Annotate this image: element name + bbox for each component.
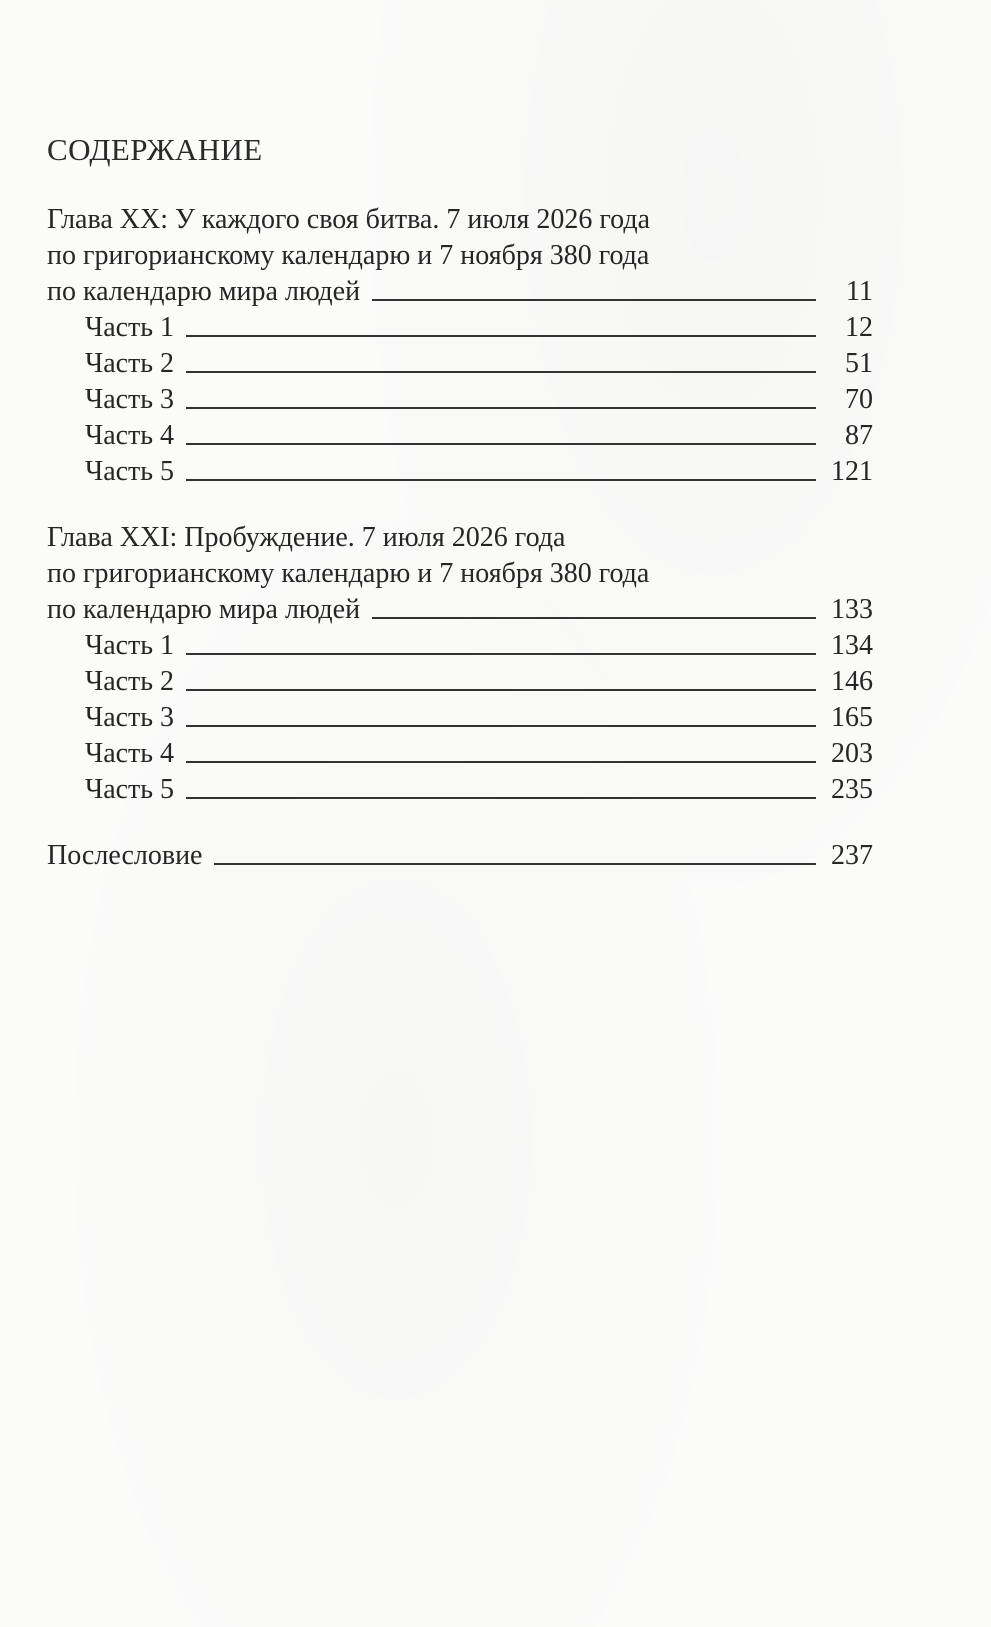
toc-heading: СОДЕРЖАНИЕ [47, 132, 263, 167]
dot-leader-line [372, 299, 816, 301]
part-label: Часть 4 [85, 420, 175, 451]
afterword-entry [47, 838, 873, 874]
page-number: 133 [831, 594, 873, 625]
chapter-title-line: Глава XX: У каждого своя битва. 7 июля 2026 года [47, 204, 651, 235]
part-label: Часть 1 [85, 630, 175, 661]
dot-leader-line [186, 725, 816, 727]
part-entry [47, 418, 873, 454]
dot-leader-line [186, 407, 816, 409]
chapter-xx [47, 202, 873, 490]
dot-leader-line [186, 797, 816, 799]
dot-leader-line [186, 479, 816, 481]
chapter-title-line: по календарю мира людей [47, 594, 361, 625]
dot-leader-line [186, 761, 816, 763]
table-of-contents [47, 130, 873, 874]
page-number: 134 [831, 630, 873, 661]
part-entry [47, 628, 873, 664]
part-entry [47, 310, 873, 346]
part-label: Часть 3 [85, 384, 175, 415]
part-entry [47, 346, 873, 382]
page-number: 235 [831, 774, 873, 805]
chapter-entry [47, 592, 873, 628]
chapter-title-line: по григорианскому календарю и 7 ноября 380 года [47, 240, 650, 271]
page-number: 51 [845, 348, 873, 379]
page-number: 237 [831, 840, 873, 871]
page-number: 11 [846, 276, 873, 307]
page-number: 203 [831, 738, 873, 769]
dot-leader-line [186, 653, 816, 655]
part-entry [47, 664, 873, 700]
dot-leader-line [214, 863, 816, 865]
part-entry [47, 700, 873, 736]
part-entry [47, 382, 873, 418]
chapter-title-line: Глава XXI: Пробуждение. 7 июля 2026 года [47, 522, 566, 553]
page-number: 146 [831, 666, 873, 697]
dot-leader-line [186, 689, 816, 691]
dot-leader-line [186, 443, 816, 445]
part-entry [47, 736, 873, 772]
part-entry [47, 454, 873, 490]
part-entry [47, 772, 873, 808]
page-number: 87 [845, 420, 873, 451]
chapter-title-line: по григорианскому календарю и 7 ноября 380 года [47, 558, 650, 589]
page-number: 121 [831, 456, 873, 487]
part-label: Часть 4 [85, 738, 175, 769]
chapter-entry [47, 274, 873, 310]
chapter-title-line: по календарю мира людей [47, 276, 361, 307]
part-label: Часть 5 [85, 456, 175, 487]
page-number: 12 [845, 312, 873, 343]
afterword-label: Послесловие [47, 840, 203, 871]
part-label: Часть 5 [85, 774, 175, 805]
dot-leader-line [372, 617, 816, 619]
chapter-xxi [47, 520, 873, 808]
part-label: Часть 1 [85, 312, 175, 343]
part-label: Часть 3 [85, 702, 175, 733]
page-number: 165 [831, 702, 873, 733]
dot-leader-line [186, 335, 816, 337]
part-label: Часть 2 [85, 666, 175, 697]
page-number: 70 [845, 384, 873, 415]
dot-leader-line [186, 371, 816, 373]
part-label: Часть 2 [85, 348, 175, 379]
